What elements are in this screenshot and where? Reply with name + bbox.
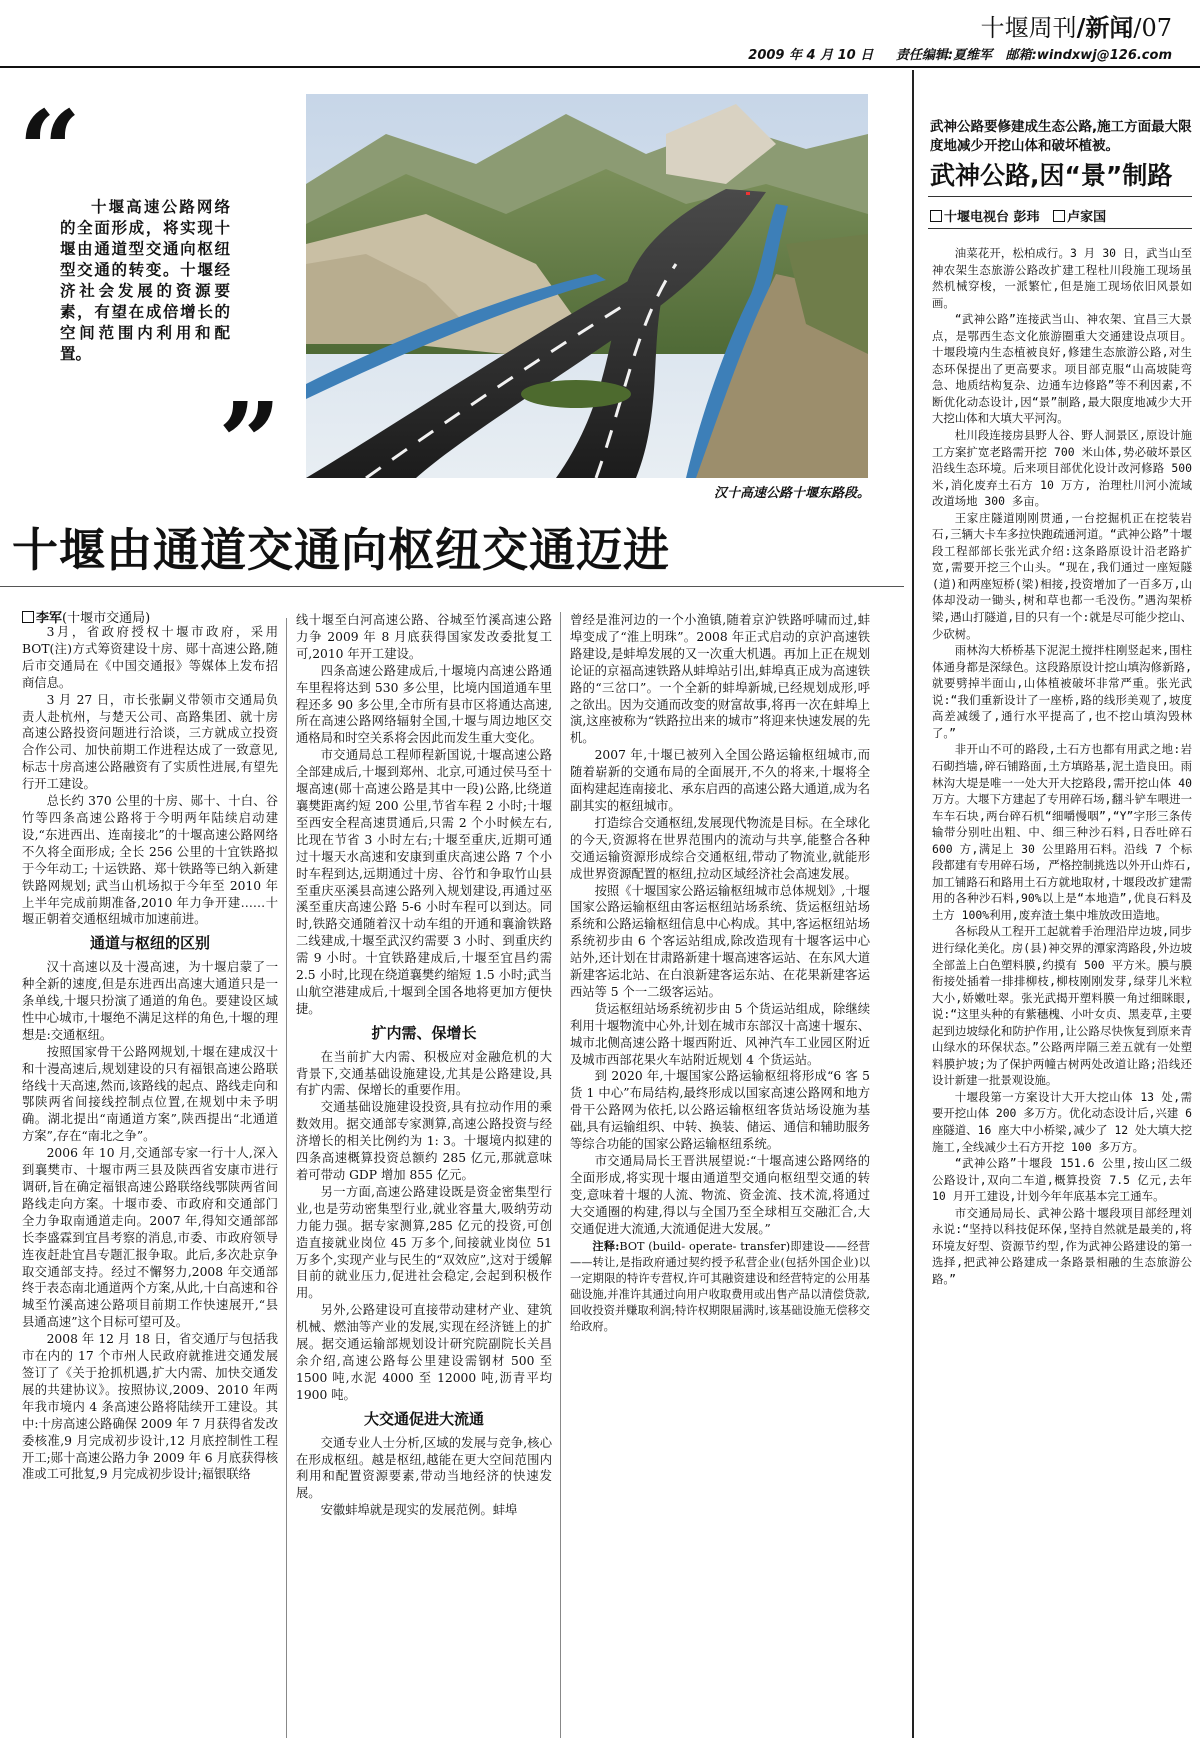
- subheading: 通道与枢纽的区别: [89, 934, 210, 953]
- bot-footnote: [570, 1238, 870, 1335]
- highway-photo: [306, 94, 868, 478]
- highway-illustration: [306, 94, 868, 478]
- close-quote-mark: ”: [218, 378, 282, 507]
- headline-rule: [0, 586, 904, 587]
- pull-quote: 十堰高速公路网络的全面形成，将实现十堰由通道型交通向枢纽型交通的转变。十堰经济社会发展的资源要素，有望在成倍增长的空间范围内利用和配置。: [60, 197, 230, 363]
- paragraph: 2006 年 10 月,交通部专家一行十人,深入到襄樊市、十堰市两三县及陕西省安康市进行调研,旨在确定福银高速公路联络线鄂陕两省间路线走向方案。十堰市委、市政府和交通部门全力争取南通道走向。2007 年,得知交通部部长李盛霖到宜昌考察的消息,市委、市政府领导连夜赶赴宜昌专题汇报争取。此后,多次赴京争取交通部支持。经过不懈努力,2008 年交通部终于表态南北通道两个方案,从此,十白高速和谷城至竹溪高速公路项目前期工作快速展开,“县县通高速”这个目标可望可及。: [22, 1146, 278, 1330]
- paragraph: 曾经是淮河边的一个小渔镇,随着京沪铁路呼啸而过,蚌埠变成了“淮上明珠”。2008 年正式启动的京沪高速铁路建设,是蚌埠发展的又一次重大机遇。再加上正在规划论证的京福高速铁路从蚌埠站引出,蚌埠真正成为高速铁路的“三岔口”。一个全新的蚌埠新城,已经规划成形,呼之欲出。因为交通而改变的财富故事,将再一次在蚌埠上演,这座被称为“铁路拉出来的城市”将迎来快速发展的先机。: [570, 613, 870, 746]
- side-article-deck: 武神公路要修建成生态公路,施工方面最大限度地减少开挖山体和破坏植被。: [930, 119, 1192, 154]
- editor-name: 责任编辑:夏维军: [895, 48, 993, 63]
- paragraph: 3月，省政府授权十堰市政府，采用BOT(注)方式筹资建设十房、郧十高速公路,随后市交通局在《中国交通报》等媒体上发布招商信息。: [22, 625, 278, 690]
- paragraph: 总长约 370 公里的十房、郧十、十白、谷竹等四条高速公路将于今明两年陆续启动建设,“东进西出、连南接北”的十堰高速公路网络不久将全面形成; 全长 256 公里的十宜铁路拟于今年动工; 十运铁路、郑十铁路等已纳入新建铁路网规划; 武当山机场拟于今年至 2010 年上半年完成前期准备,2010 年力争开建……十堰正朝着交通枢纽城市加速前进。: [22, 794, 278, 927]
- side-byline-rule: [928, 228, 1192, 229]
- article-column-3: [570, 612, 870, 1335]
- sidebar-divider: [912, 70, 914, 1738]
- paragraph: “武神公路”连接武当山、神农架、宜昌三大景点，是鄂西生态文化旅游圈重大交通建设点项目。十堰段境内生态植被良好,修建生态旅游公路,对生态环保提出了更高要求。项目部克服“山高坡陡弯急、地质结构复杂、边通车边修路”等不利因素,不断优化动态设计,因“景”制路,最大限度地减少大开大挖山体和大填大平河沟。: [932, 312, 1192, 426]
- paragraph: 货运枢纽站场系统初步由 5 个货运站组成，除继续利用十堰物流中心外,计划在城市东部汉十高速十堰东、城市北侧高速公路十堰西附近、风神汽车工业园区附近及城市西部花果火车站附近规划 4 个货运站。: [570, 1001, 870, 1067]
- paragraph: 各标段从工程开工起就着手治理沿岸边坡,同步进行绿化美化。房(县)神交界的潭家湾路段,外边坡全部盖上白色塑料膜,约摸有 500 平方米。膜与膜衔接处插着一排排柳枝,柳枝刚刚发芽,绿芽儿米粒大小,娇嫩吐翠。张光武揭开塑料膜一角过细眯眼,说:“这里头种的有紫穗槐、小叶女贞、黑麦草,主要起到边坡绿化和防护作用,让公路尽快恢复到原来青山绿水的环保状态。”公路两岸隔三差五就有一处塑料膜护坡;为了保护两幢古树两处改道让路;沿线还设计新建一批景观设施。: [932, 924, 1192, 1088]
- paragraph: 2007 年,十堰已被列入全国公路运输枢纽城市,而随着崭新的交通布局的全面展开,不久的将来,十堰将全面构建起连南接北、承东启西的高速公路大通道,成为名副其实的枢纽城市。: [570, 748, 870, 813]
- subheading: 扩内需、保增长: [371, 1023, 477, 1042]
- paragraph: 按照国家骨干公路网规划,十堰在建成汉十和十漫高速后,规划建设的只有福银高速公路联络线十天高速,然而,该路线的起点、路线走向和鄂陕两省间接线控制点位置,在规划中未予明确。湖北提出“南通道方案”,陕西提出“北通道方案”,存在“南北之争”。: [22, 1044, 278, 1144]
- issue-date: 2009 年 4 月 10 日: [748, 48, 874, 63]
- paragraph: 到 2020 年,十堰国家公路运输枢纽将形成“6 客 5 货 1 中心”布局结构,最终形成以国家高速公路网和地方骨干公路网为依托,以公路运输枢纽客货站场设施为基础,具有运输组织、中转、换装、储运、通信和辅助服务等综合功能的国家公路运输枢纽系统。: [570, 1069, 870, 1152]
- photo-caption: 汉十高速公路十堰东路段。: [713, 486, 870, 501]
- section-name: 新闻: [1085, 13, 1134, 42]
- paragraph: 非开山不可的路段,土石方也都有用武之地:岩石砌挡墙,碎石铺路面,土方填路基,泥土造良田。雨林沟大堤是唯一一处大开大挖路段,需开挖山体 40 万方。大堰下方建起了专用碎石场,翻斗铲车喂进一车车石块,两台碎石机“细嚼慢咽”,“Y”字形三条传输带分别吐出粗、中、细三种沙石料,日吞吐碎石 600 方,满足上 30 公里路用石料。沿线 7 个标段都建有专用碎石场, 严格控制挑选以外开山炸石,加工铺路石和路用土石方就地取材,十堰段改扩建需用的各种沙石料,90%以上是“本地造”,优良石料及土方 100%利用,废弃渣土集中堆放改田造地。: [932, 742, 1192, 922]
- masthead: 十堰周刊/新闻/07: [980, 13, 1172, 42]
- column-divider: [560, 612, 561, 1738]
- paper-name: 十堰周刊: [980, 14, 1077, 42]
- paragraph: 在当前扩大内需、积极应对金融危机的大背景下,交通基础设施建设,尤其是公路建设,具有扩内需、保增长的重要作用。: [296, 1049, 552, 1098]
- paragraph: 雨林沟大桥桥基下泥泥土搅拌柱刚竖起来,围柱体通身都是深绿色。这段路原设计挖山填沟修新路,就要劈掉半面山,山体植被破坏非常严重。张光武说:“我们重新设计了一座桥,路的线形美观了,坡度高差减缓了,通行水平提高了,也不挖山填沟毁林了。”: [932, 643, 1192, 740]
- main-headline: 十堰由通道交通向枢纽交通迈进: [12, 523, 670, 577]
- paragraph: 市交通局局长王晋洪展望说:“十堰高速公路网络的全面形成,将实现十堰由通道型交通向枢纽型交通的转变,意味着十堰的人流、物流、资金流、技术流,将通过大交通圈的构建,得以与全国乃至全球相互交融汇合,大交通促进大流通,大流通促进大发展。”: [570, 1154, 870, 1236]
- paragraph: 汉十高速以及十漫高速，为十堰启蒙了一种全新的速度,但是东进西出高速大通道只是一条单线,十堰只扮演了通道的角色。要建设区域性中心城市,十堰绝不满足这样的角色,十堰的理想是:交通枢纽。: [22, 960, 278, 1042]
- paragraph: 按照《十堰国家公路运输枢纽城市总体规划》,十堰国家公路运输枢纽由客运枢纽站场系统、货运枢纽站场系统和公路运输枢纽信息中心构成。其中,客运枢纽站场系统初步由 6 个客运站组成,除改造现有十堰客运中心站外,还计划在甘肃路新建十堰高速客运站、在东风大道新建客运北站、在白浪新建客运东站、在花果新建客运西站等 5 个一二级客运站。: [570, 883, 870, 999]
- side-article-byline: [930, 206, 1106, 225]
- subheading: 大交通促进大流通: [363, 1409, 484, 1428]
- paragraph: 打造综合交通枢纽,发展现代物流是目标。在全球化的今天,资源将在世界范围内的流动与共享,能整合各种交通运输资源形成综合交通枢纽,带动了物流业,就能形成世界资源配置的枢纽,拉动区域经济社会高速发展。: [570, 815, 870, 881]
- paragraph: 油菜花开，松柏成行。3 月 30 日，武当山至神农架生态旅游公路改扩建工程杜川段施工现场虽然机械穿梭，一派繁忙,但是施工现场依旧风景如画。: [932, 246, 1192, 310]
- article-column-1: [22, 624, 278, 1483]
- side-headline-rule: [928, 196, 1192, 197]
- paragraph: 十堰段第一方案设计大开大挖山体 13 处,需要开挖山体 200 多万方。优化动态设计后,兴建 6 座隧道、16 座大中小桥梁,减少了 12 处大填大挖施工,全线减少土石方开挖 100 多万方。: [932, 1089, 1192, 1154]
- page-number: /07: [1133, 14, 1172, 42]
- side-byline-1: 十堰电视台 彭玮: [944, 210, 1040, 225]
- byline-box-icon: [1053, 210, 1065, 222]
- paragraph: 王家庄隧道刚刚贯通,一台挖掘机正在挖装岩石,三辆大卡车多拉快跑疏通河道。“武神公路”十堰段工程部部长张光武介绍:这条路原设计沿老路扩宽,需要开挖三个山头。“现在,我们通过一座短隧(道)和两座短桥(梁)相接,投资增加了一百多万,山体却没动一锄头,树和草也都一毛没伤。”遇沟架桥梁,遇山打隧道,目的只有一个:就是尽可能少挖山、少砍树。: [932, 510, 1192, 641]
- paragraph: 四条高速公路建成后,十堰境内高速公路通车里程将达到 530 多公里，比境内国道通车里程还多 90 多公里,全市所有县市区将通达高速,所在高速公路网络辐射全国,十堰与周边地区交通格局和时空关系将会因此而发生重大变化。: [296, 663, 552, 746]
- paragraph: 线十堰至白河高速公路、谷城至竹溪高速公路力争 2009 年 8 月底获得国家发改委批复工可,2010 年开工建设。: [296, 613, 552, 661]
- paragraph: “武神公路”十堰段 151.6 公里,按山区二级公路设计,双向二车道,概算投资 7.5 亿元,去年 10 月开工建设,计划今年年底基本完工通车。: [932, 1156, 1192, 1204]
- side-article-body: [932, 245, 1192, 1287]
- paragraph: 交通专业人士分析,区域的发展与竞争,核心在形成枢纽。越是枢纽,越能在更大空间范围内利用和配置资源要素,带动当地经济的快速发展。: [296, 1435, 552, 1501]
- side-article-headline: 武神公路,因“景”制路: [930, 161, 1173, 190]
- dateline: [748, 44, 1172, 63]
- column-divider: [286, 618, 287, 1738]
- byline-box-icon: [22, 611, 34, 623]
- paragraph: 2008 年 12 月 18 日，省交通厅与包括我市在内的 17 个市州人民政府就推进交通发展签订了《关于抢抓机遇,扩大内需、加快交通发展的共建协议》。按照协议,2009、2010 年两年我市境内 4 条高速公路将陆续开工建设。其中:十房高速公路确保 2009 年 7 月获得省发改委核准,9 月完成初步设计,12 月底控制性工程开工;郧十高速公路力争 2009 年 6 月底获得核准或工可批复,9 月完成初步设计;福银联络: [22, 1332, 278, 1482]
- paragraph: 交通基础设施建设投资,具有拉动作用的乘数效用。据交通部专家测算,高速公路投资与经济增长的相关比例约为 1: 3。十堰境内拟建的四条高速概算投资总额约 285 亿元,那就意味着可带动 GDP 增加 855 亿元。: [296, 1100, 552, 1182]
- paragraph: 3 月 27 日，市长张嗣义带领市交通局负责人赴杭州，与楚天公司、高路集团、就十房高速公路投资问题进行洽谈，三方就成立投资合作公司、加快前期工作进程达成了一致意见,标志十房高速公路融资有了实质性进展,有望先行开工建设。: [22, 692, 278, 792]
- paragraph: 市交通局局长、武神公路十堰段项目部经理刘永说:“坚持以科技促环保,坚持自然就是最美的,将环境友好型、资源节约型,作为武神公路建设的第一选择,把武神公路建成一条路景相融的生态旅游公路。”: [932, 1205, 1192, 1286]
- footnote-text: BOT (build- operate- transfer)即建设——经营——转让,是指政府通过契约授予私营企业(包括外国企业)以一定期限的特许专营权,许可其融资建设和经营特定的公用基础设施,并准许其通过向用户收取费用或出售产品以清偿贷款,回收投资并赚取利润;特许权期限届满时,该基础设施无偿移交给政府。: [570, 1239, 870, 1333]
- paragraph: 杜川段连接房县野人谷、野人洞景区,原设计施工方案扩宽老路需开挖 700 米山体,势必破坏景区沿线生态环境。后来项目部优化设计改河修路 500 米,消化废弃土石方 10 万方, 治理杜川河小流域改道场地 300 多亩。: [932, 428, 1192, 509]
- article-column-2: [296, 612, 552, 1519]
- paragraph: 另一方面,高速公路建设既是资金密集型行业,也是劳动密集型行业,就业容量大,吸纳劳动力能力强。据专家测算,285 亿元的投资,可创造直接就业岗位 45 万多个,间接就业岗位 51 万多个,实现产业与民生的“双效应”,这对于缓解目前的就业压力,促进社会稳定,会起到积极作用。: [296, 1184, 552, 1301]
- side-byline-2: 卢家国: [1067, 210, 1107, 225]
- paragraph: 市交通局总工程师程新国说,十堰高速公路全部建成后,十堰到郑州、北京,可通过侯马至十堰高速(郧十高速公路是其中一段)公路,比绕道襄樊距离约短 200 公里,节省车程 2 小时;十堰至西安全程高速贯通后,只需 2 个小时候左右,比现在节省 3 小时左右;十堰至重庆,近期可通过十堰天水高速和安康到重庆高速公路 7 个小时车程到达,远期通过十房、谷竹和争取竹山县至重庆巫溪县高速公路列入规划建设,再通过巫溪至重庆高速公路 5-6 小时车程可以到达。同时,铁路交通随着汉十动车组的开通和襄渝铁路二线建成,十堰至武汉约需要 3 小时、到重庆约需 9 小时。十宜铁路建成后,十堰至宜昌约需 2.5 小时,比现在绕道襄樊约缩短 1.5 小时;武当山航空港建成后,十堰到全国各地将更加方便快捷。: [296, 748, 552, 1016]
- header-rule: [0, 66, 1200, 68]
- editor-email: 邮箱:windxwj@126.com: [1005, 48, 1172, 63]
- paragraph: 另外,公路建设可直接带动建材产业、建筑机械、燃油等产业的发展,实现在经济链上的扩展。据交通运输部规划设计研究院副院长关昌余介绍,高速公路每公里建设需钢材 500 至 1500 吨,水泥 4000 至 12000 吨,沥青平均 1900 吨。: [296, 1303, 552, 1402]
- open-quote-mark: “: [18, 86, 82, 215]
- byline-box-icon: [930, 210, 942, 222]
- byline-author: 李军: [36, 611, 63, 626]
- paragraph: 安徽蚌埠就是现实的发展范例。蚌埠: [320, 1503, 518, 1518]
- footnote-label: 注释:: [592, 1238, 620, 1253]
- byline-org: (十堰市交通局): [62, 611, 151, 626]
